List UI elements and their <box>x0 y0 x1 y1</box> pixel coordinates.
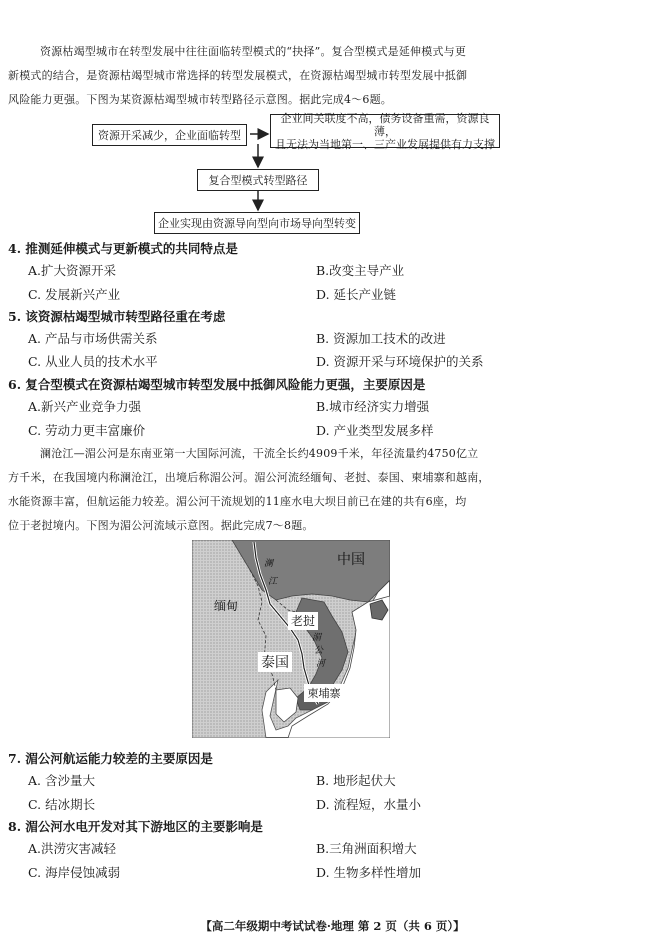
question-6-stem: 6. 复合型模式在资源枯竭型城市转型发展中抵御风险能力更强，主要原因是 <box>8 377 426 392</box>
lancang-label-2: 江 <box>268 577 278 587</box>
question-4-option-d: D. 延长产业链 <box>316 287 397 302</box>
question-7-option-a: A. 含沙量大 <box>28 773 95 788</box>
question-4-option-a: A.扩大资源开采 <box>28 263 117 278</box>
question-6-option-a: A.新兴产业竞争力强 <box>28 399 142 414</box>
flow-box-right <box>270 111 500 151</box>
passage1-line1: 资源枯竭型城市在转型发展中往往面临转型模式的“抉择”。复合型模式是延伸模式与更 <box>40 45 467 58</box>
question-7-option-b: B. 地形起伏大 <box>316 773 396 788</box>
flow-box-right-line2: 且无法为当地第一、三产业发展提供有力支撑 <box>275 137 495 151</box>
china-label: 中国 <box>337 552 365 568</box>
mekong-basin-map <box>192 540 390 738</box>
flow-box-right-line1: 企业间关联度不高，债务设备重需，资源良薄， <box>280 111 490 138</box>
question-6-option-c: C. 劳动力更丰富廉价 <box>28 423 146 438</box>
flow-box-left: 资源开采减少，企业面临转型 <box>92 124 247 146</box>
lancang-label-1: 澜 <box>264 559 274 569</box>
page-footer: 【高二年级期中考试试卷·地理 第 2 页（共 6 页）】 <box>200 919 465 933</box>
cambodia-label: 柬埔寨 <box>307 687 341 700</box>
question-5-stem: 5. 该资源枯竭型城市转型路径重在考虑 <box>8 309 226 324</box>
question-7-option-c: C. 结冰期长 <box>28 797 96 812</box>
question-5-option-b: B. 资源加工技术的改进 <box>316 331 446 346</box>
myanmar-label: 缅甸 <box>214 599 239 613</box>
question-5-option-c: C. 从业人员的技术水平 <box>28 354 158 369</box>
thailand-label: 泰国 <box>261 655 289 671</box>
question-4-option-b: B.改变主导产业 <box>316 263 405 278</box>
passage2-line2: 方千米，在我国境内称澜沧江，出境后称湄公河。湄公河流经缅甸、老挝、泰国、柬埔寨和越南， <box>8 471 490 484</box>
mekong-label-3: 河 <box>316 659 326 669</box>
question-8-option-d: D. 生物多样性增加 <box>316 865 422 880</box>
question-7-stem: 7. 湄公河航运能力较差的主要原因是 <box>8 751 213 766</box>
passage1-line3: 风险能力更强。下图为某资源枯竭型城市转型路径示意图。据此完成4～6题。 <box>8 93 392 106</box>
flow-box-bottom: 企业实现由资源导向型向市场导向型转变 <box>154 212 360 234</box>
mekong-label-1: 湄 <box>312 633 322 643</box>
question-8-stem: 8. 湄公河水电开发对其下游地区的主要影响是 <box>8 819 263 834</box>
passage2-line3: 水能资源丰富，但航运能力较差。湄公河干流规划的11座水电大坝目前已在建的共有6座，均 <box>8 495 467 508</box>
question-4-stem: 4. 推测延伸模式与更新模式的共同特点是 <box>8 241 238 256</box>
passage2-line1: 澜沧江—湄公河是东南亚第一大国际河流，干流全长约4909千米，年径流量约4750亿立 <box>40 447 479 460</box>
passage1-line2: 新模式的结合，是资源枯竭型城市常选择的转型发展模式，在资源枯竭型城市转型发展中抵御 <box>8 69 468 82</box>
question-8-option-a: A.洪涝灾害减轻 <box>28 841 117 856</box>
question-8-option-b: B.三角洲面积增大 <box>316 841 417 856</box>
question-5-option-a: A. 产品与市场供需关系 <box>28 331 158 346</box>
question-4-option-c: C. 发展新兴产业 <box>28 287 121 302</box>
flow-box-middle: 复合型模式转型路径 <box>197 169 319 191</box>
question-7-option-d: D. 流程短，水量小 <box>316 797 422 812</box>
question-5-option-d: D. 资源开采与环境保护的关系 <box>316 354 484 369</box>
question-6-option-d: D. 产业类型发展多样 <box>316 423 434 438</box>
passage2-line4: 位于老挝境内。下图为湄公河流域示意图。据此完成7～8题。 <box>8 519 314 532</box>
mekong-label-2: 公 <box>314 646 324 656</box>
question-6-option-b: B.城市经济实力增强 <box>316 399 430 414</box>
laos-label: 老挝 <box>290 614 316 628</box>
question-8-option-c: C. 海岸侵蚀减弱 <box>28 865 121 880</box>
